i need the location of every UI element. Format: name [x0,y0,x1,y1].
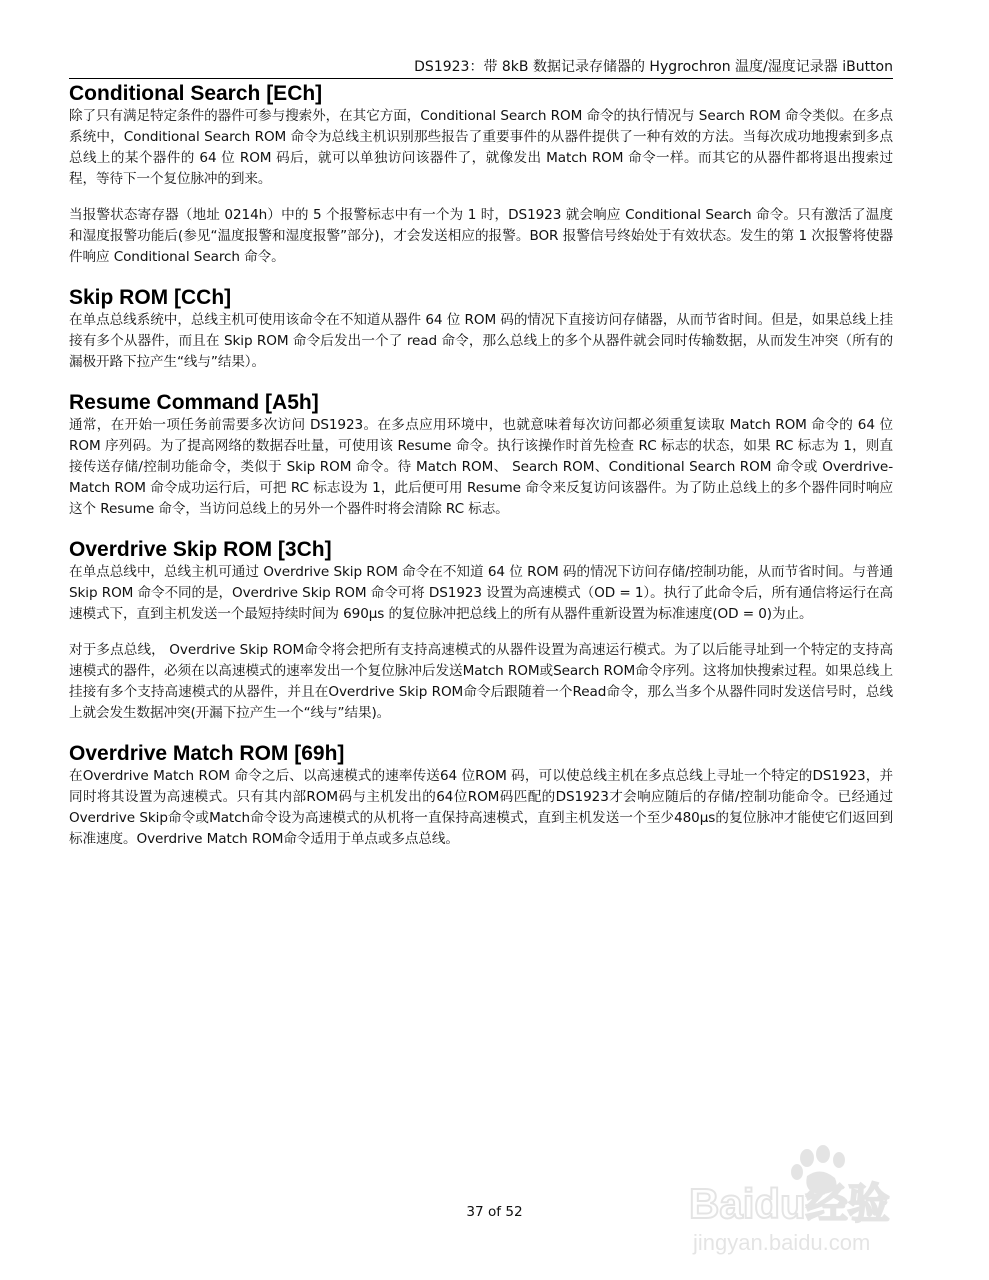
paragraph: 对于多点总线， Overdrive Skip ROM命令将会把所有支持高速模式的从器件设置为高速运行模式。为了以后能寻址到一个特定的支持高速模式的器件，必须在以高速模式的速率发出一个复位脉冲后发送Match ROM或Search ROM命令序列。这将加快搜索过程。如果总线上挂接有多个支持高速模式的从器件，并且在Overdrive Skip ROM命令后跟随着一个Read命令，那么当多个从器件同时发送信号时，总线上就会发生数据冲突(开漏下拉产生一个“线与”结果)。 [69,642,893,721]
paragraph: 在单点总线系统中，总线主机可使用该命令在不知道从器件 64 位 ROM 码的情况下直接访问存储器，从而节省时间。但是，如果总线上挂接有多个从器件，而且在 Skip ROM 命令后发出一个了 read 命令，那么总线上的多个从器件就会同时传输数据，从而发生冲突（所有的漏极开路下拉产生“线与”结果）。 [69,312,893,370]
paragraph: 在Overdrive Match ROM 命令之后、以高速模式的速率传送64 位ROM 码，可以使总线主机在多点总线上寻址一个特定的DS1923，并同时将其设置为高速模式。只有其内部ROM码与主机发出的64位ROM码匹配的DS1923才会响应随后的存储/控制功能命令。已经通过Overdrive Skip命令或Match命令设为高速模式的从机将一直保持高速模式，直到主机发送一个至少480µs的复位脉冲才能使它们返回到标准速度。Overdrive Match ROM命令适用于单点或多点总线。 [69,768,893,847]
section-heading: Conditional Search [ECh] [69,82,323,105]
watermark-brand: Baidu经验 [689,1180,890,1227]
section-resume-command [69,391,893,520]
section-conditional-search [69,82,893,268]
paw-logo-icon [791,1145,845,1194]
section-heading: Overdrive Match ROM [69h] [69,742,345,765]
section-overdrive-match-rom [69,742,893,850]
page-header [69,58,893,79]
page-number: 37 of 52 [466,1204,523,1220]
page-footer [0,1203,989,1221]
section-heading: Overdrive Skip ROM [3Ch] [69,538,332,561]
baidu-jingyan-watermark [689,1140,919,1260]
section-skip-rom [69,286,893,373]
watermark-url: jingyan.baidu.com [693,1230,871,1255]
paragraph: 在单点总线中，总线主机可通过 Overdrive Skip ROM 命令在不知道 64 位 ROM 码的情况下访问存储/控制功能，从而节省时间。与普通 Skip ROM 命令不同的是，Overdrive Skip ROM 命令可将 DS1923 设置为高速模式（OD = 1）。执行了此命令后，所有通信将运行在高速模式下，直到主机发送一个最短持续时间为 690µs 的复位脉冲把总线上的所有从器件重新设置为标准速度(OD = 0)为止。 [69,564,893,622]
section-heading: Resume Command [A5h] [69,391,319,414]
paragraph: 通常，在开始一项任务前需要多次访问 DS1923。在多点应用环境中，也就意味着每次访问都必须重复读取 Match ROM 命令的 64 位 ROM 序列码。为了提高网络的数据吞吐量，可使用该 Resume 命令。执行该操作时首先检查 RC 标志的状态，如果 RC 标志为 1，则直接传送存储/控制功能命令，类似于 Skip ROM 命令。待 Match ROM、 Search ROM、Conditional Search ROM 命令或 Overdrive-Match ROM 命令成功运行后，可把 RC 标志设为 1，此后便可用 Resume 命令来反复访问该器件。为了防止总线上的多个器件同时响应这个 Resume 命令，当访问总线上的另外一个器件时将会清除 RC 标志。 [69,417,893,517]
paragraph: 当报警状态寄存器（地址 0214h）中的 5 个报警标志中有一个为 1 时，DS1923 就会响应 Conditional Search 命令。只有激活了温度和湿度报警功能后(参见“温度报警和湿度报警”部分)，才会发送相应的报警。BOR 报警信号终始处于有效状态。发生的第 1 次报警将使器件响应 Conditional Search 命令。 [69,207,893,265]
document-title: DS1923：带 8kB 数据记录存储器的 Hygrochron 温度/湿度记录器 iButton [414,59,893,75]
section-overdrive-skip-rom [69,538,893,724]
page-content [69,82,893,850]
section-heading: Skip ROM [CCh] [69,286,232,309]
paragraph: 除了只有满足特定条件的器件可参与搜索外，在其它方面，Conditional Search ROM 命令的执行情况与 Search ROM 命令类似。在多点系统中，Conditional Search ROM 命令为总线主机识别那些报告了重要事件的从器件提供了一种有效的方法。当每次成功地搜索到多点总线上的某个器件的 64 位 ROM 码后，就可以单独访问该器件了，就像发出 Match ROM 命令一样。而其它的从器件都将退出搜索过程，等待下一个复位脉冲的到来。 [69,108,893,187]
